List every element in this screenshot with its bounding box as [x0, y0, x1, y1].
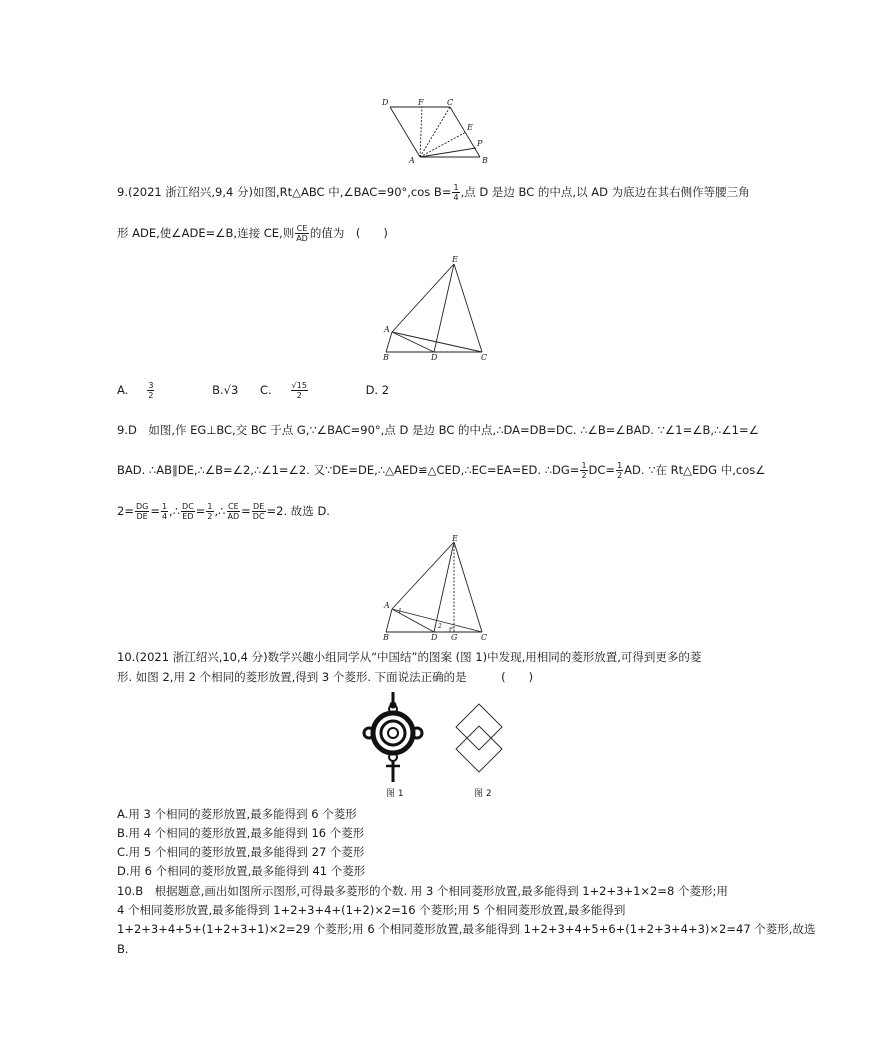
figure-q9-triangle: [378, 256, 498, 366]
label-B: B: [383, 633, 389, 642]
q10-option-d: D.用 6 个相同的菱形放置,最多能得到 41 个菱形: [117, 864, 366, 878]
a9-line2: BAD. ∴AB∥DE,∴∠B=∠2,∴∠1=∠2. 又∵DE=DE,∴△AED≌△CED,∴EC=EA=ED. ∴DG= $\frac{1}{2}$ DC= $\frac{1}{2}$ AD. ∵在 Rt△EDG 中,cos∠: [117, 461, 766, 480]
q10-line2: 形. 如图 2,用 2 个相同的菱形放置,得到 3 个菱形. 下面说法正确的是 ( ): [117, 670, 534, 684]
label-A: A: [384, 325, 390, 334]
figure1-caption: 图 1: [386, 789, 404, 799]
label-D: D: [431, 353, 438, 362]
cos-fraction: $\frac{1}{4}$: [453, 183, 459, 202]
label-angle-2: 2: [438, 623, 442, 630]
option-b: B.√3: [212, 383, 239, 397]
a9-line1: 9.D 如图,作 EG⊥BC,交 BC 于点 G,∵∠BAC=90°,点 D 是边 BC 的中点,∴DA=DB=DC. ∴∠B=∠BAD. ∵∠1=∠B,∴∠1=∠: [117, 423, 759, 437]
label-C: C: [481, 633, 488, 642]
label-A: A: [384, 601, 390, 610]
q10-option-b: B.用 4 个相同的菱形放置,最多能得到 16 个菱形: [117, 826, 365, 840]
option-d: D. 2: [365, 383, 390, 397]
q10-option-c: C.用 5 个相同的菱形放置,最多能得到 27 个菱形: [117, 845, 365, 859]
label-G: G: [451, 633, 458, 642]
figure-a9-triangle: [378, 536, 498, 646]
q9-line2: 形 ADE,使∠ADE=∠B,连接 CE,则 $\frac{CE}{AD}$ 的值为 ( ): [117, 224, 388, 243]
label-angle-1: 1: [398, 608, 402, 615]
label-D: D: [382, 98, 389, 107]
figure2-caption: 图 2: [474, 789, 492, 799]
q9-options: [117, 381, 407, 400]
label-E: E: [452, 255, 458, 264]
option-a: A. $\frac{3}{2}$: [117, 381, 154, 400]
label-E: E: [452, 534, 458, 543]
figure-rhombi: [452, 700, 508, 780]
a10-line3: 1+2+3+4+5+(1+2+3+1)×2=29 个菱形;用 6 个相同菱形放置,最多能得到 1+2+3+4+5+6+(1+2+3+4+3)×2=47 个菱形,故选: [117, 922, 816, 936]
ce-ad-fraction: $\frac{CE}{AD}$: [296, 224, 308, 243]
q9-line1: 9.(2021 浙江绍兴,9,4 分)如图,Rt△ABC 中,∠BAC=90°,cos B= $\frac{1}{4}$ ,点 D 是边 BC 的中点,以 AD 为底边在其右侧作等腰三角: [117, 183, 750, 202]
figure-parallelogram: [378, 95, 498, 167]
label-B: B: [383, 353, 389, 362]
label-C: C: [481, 353, 488, 362]
label-A: A: [409, 156, 415, 165]
label-E: E: [467, 123, 473, 132]
a10-line1: 10.B 根据题意,画出如图所示图形,可得最多菱形的个数. 用 3 个相同菱形放置,最多能得到 1+2+3+1×2=8 个菱形;用: [117, 884, 728, 898]
q10-line1: 10.(2021 浙江绍兴,10,4 分)数学兴趣小组同学从“中国结”的图案 (图 1)中发现,用相同的菱形放置,可得到更多的菱: [117, 650, 702, 664]
label-C: C: [447, 98, 454, 107]
option-c: C. $\frac{√15}{2}$: [259, 381, 307, 400]
a10-line4: B.: [117, 942, 129, 956]
q10-option-a: A.用 3 个相同的菱形放置,最多能得到 6 个菱形: [117, 807, 357, 821]
label-D: D: [431, 633, 438, 642]
label-P: P: [477, 139, 483, 148]
figure-chinese-knot: [360, 692, 430, 784]
a9-line3: 2= $\frac{DG}{DE}$ = $\frac{1}{4}$ ,∴ $\frac{DC}{ED}$ = $\frac{1}{2}$ ,∴ $\frac{CE}{AD}$ = $\frac{DE}{DC}$ =2. 故选 D.: [117, 502, 330, 521]
label-F: F: [418, 98, 424, 107]
label-B: B: [482, 156, 488, 165]
a10-line2: 4 个相同菱形放置,最多能得到 1+2+3+4+(1+2)×2=16 个菱形;用 5 个相同菱形放置,最多能得到: [117, 903, 626, 917]
